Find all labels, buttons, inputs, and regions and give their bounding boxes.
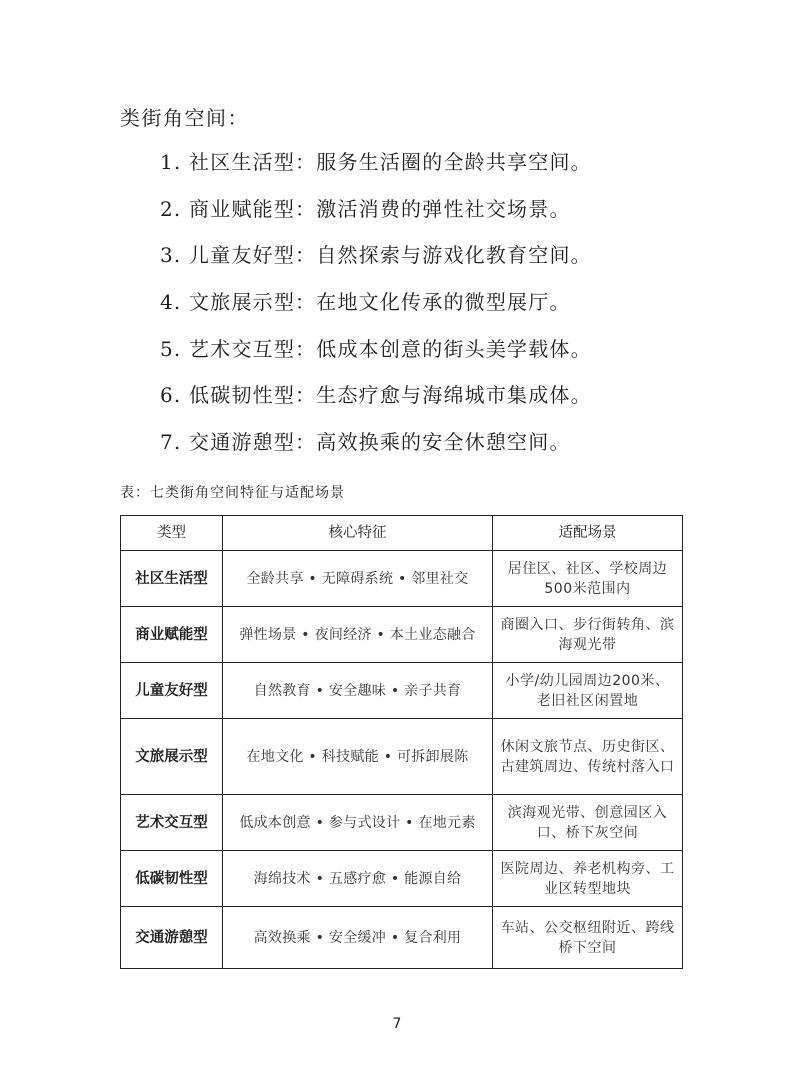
table-row xyxy=(121,719,683,795)
list-item: 7. 交通游憩型：高效换乘的安全休憩空间。 xyxy=(160,430,571,455)
cell-scenes: 商圈入口、步行街转角、滨海观光带 xyxy=(493,607,683,663)
cell-scenes: 居住区、社区、学校周边500米范围内 xyxy=(493,551,683,607)
cell-features: 在地文化 • 科技赋能 • 可拆卸展陈 xyxy=(223,719,493,795)
cell-scenes: 小学/幼儿园周边200米、老旧社区闲置地 xyxy=(493,663,683,719)
feature-table xyxy=(120,515,683,969)
cell-scenes: 滨海观光带、创意园区入口、桥下灰空间 xyxy=(493,795,683,851)
cell-type: 儿童友好型 xyxy=(121,663,223,719)
cell-features: 低成本创意 • 参与式设计 • 在地元素 xyxy=(223,795,493,851)
table-row xyxy=(121,907,683,969)
cell-type: 低碳韧性型 xyxy=(121,851,223,907)
cell-scenes: 休闲文旅节点、历史街区、古建筑周边、传统村落入口 xyxy=(493,719,683,795)
cell-scenes: 车站、公交枢纽附近、跨线桥下空间 xyxy=(493,907,683,969)
page-number: 7 xyxy=(392,1016,402,1032)
header-features: 核心特征 xyxy=(223,516,493,551)
table-caption: 表：七类街角空间特征与适配场景 xyxy=(120,485,345,501)
header-scenes: 适配场景 xyxy=(493,516,683,551)
list-item: 4. 文旅展示型：在地文化传承的微型展厅。 xyxy=(160,290,571,315)
cell-type: 商业赋能型 xyxy=(121,607,223,663)
cell-features: 海绵技术 • 五感疗愈 • 能源自给 xyxy=(223,851,493,907)
header-type: 类型 xyxy=(121,516,223,551)
cell-type: 文旅展示型 xyxy=(121,719,223,795)
table-row xyxy=(121,551,683,607)
cell-features: 高效换乘 • 安全缓冲 • 复合利用 xyxy=(223,907,493,969)
list-item: 6. 低碳韧性型：生态疗愈与海绵城市集成体。 xyxy=(160,383,592,408)
cell-features: 全龄共享 • 无障碍系统 • 邻里社交 xyxy=(223,551,493,607)
cell-type: 社区生活型 xyxy=(121,551,223,607)
cell-type: 艺术交互型 xyxy=(121,795,223,851)
cell-type: 交通游憩型 xyxy=(121,907,223,969)
list-item: 1. 社区生活型：服务生活圈的全龄共享空间。 xyxy=(160,150,592,174)
list-item: 5. 艺术交互型：低成本创意的街头美学载体。 xyxy=(160,336,592,361)
cell-features: 弹性场景 • 夜间经济 • 本土业态融合 xyxy=(223,607,493,663)
cell-features: 自然教育 • 安全趣味 • 亲子共育 xyxy=(223,663,493,719)
list-item: 3. 儿童友好型：自然探索与游戏化教育空间。 xyxy=(160,243,592,268)
table-row xyxy=(121,795,683,851)
cell-scenes: 医院周边、养老机构旁、工业区转型地块 xyxy=(493,851,683,907)
list-item: 2. 商业赋能型：激活消费的弹性社交场景。 xyxy=(160,196,571,221)
table-row xyxy=(121,851,683,907)
table-row xyxy=(121,663,683,719)
table-header-row xyxy=(121,516,683,551)
table-row xyxy=(121,607,683,663)
section-intro: 类街角空间： xyxy=(120,106,249,130)
type-list xyxy=(160,148,592,475)
